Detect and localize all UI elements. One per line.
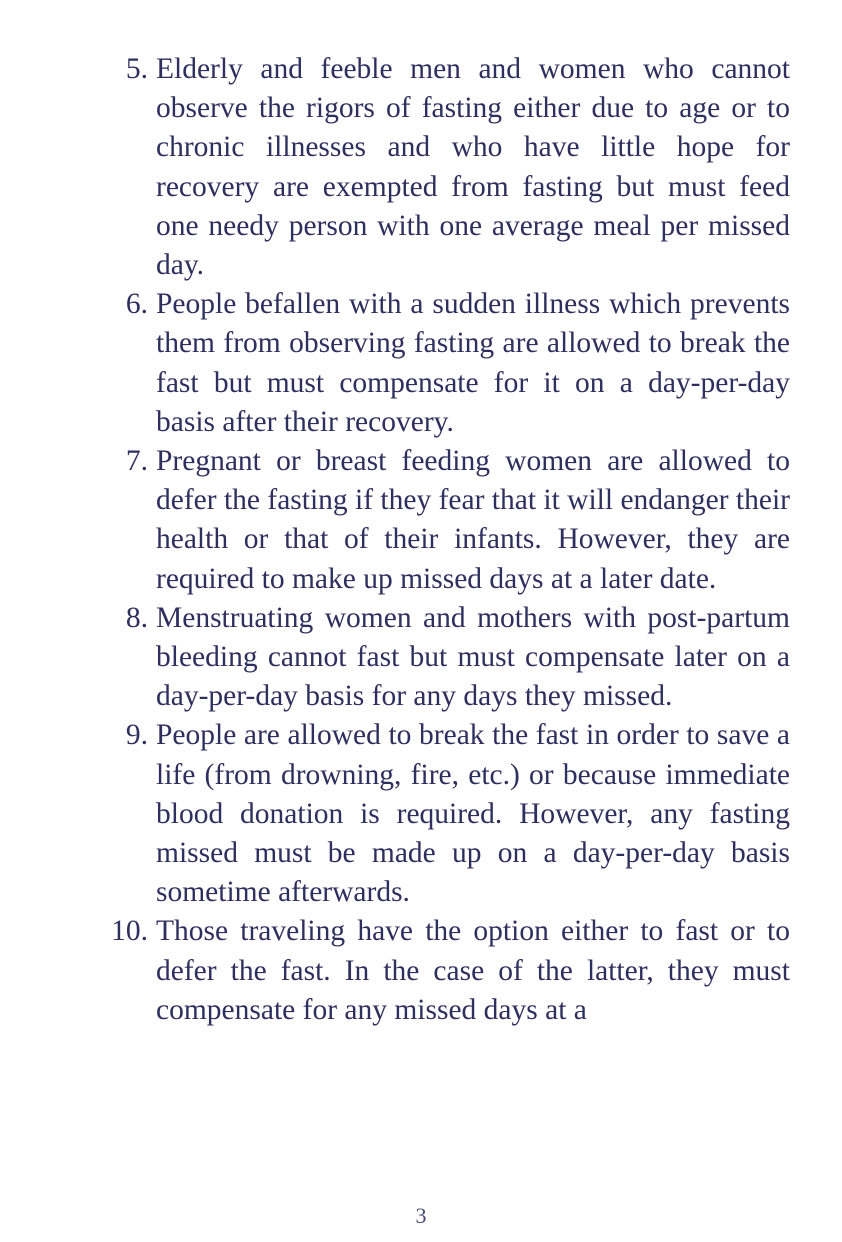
item-number: 9. [125, 719, 148, 752]
item-number: 5. [125, 53, 148, 85]
page-number: 3 [415, 1203, 427, 1228]
item-text: Elderly and feeble men and women who cannot observe the rigors of fasting either due to age or to chronic illnesses and who have little hope for recovery are exempted from fasting but must feed one needy person with one average meal per missed day. [156, 53, 790, 282]
item-text: Pregnant or breast feeding women are allowed to defer the fasting if they fear that it will endanger their health or that of their infants. However, they are required to make up missed days at a later date. [156, 445, 790, 595]
item-text: People befallen with a sudden illness which prevents them from observing fasting are allowed to break the fast but must compensate for it on a day-per-day basis after their recovery. [156, 288, 790, 438]
list-item [100, 442, 790, 599]
item-number: 8. [125, 601, 148, 634]
list-item [100, 599, 790, 717]
item-text: Those traveling have the option either to fast or to defer the fast. In the case of the latter, they must compensate for any missed days at a [156, 915, 790, 1026]
list-item [100, 285, 790, 442]
list-item [100, 912, 790, 1030]
item-text: Menstruating women and mothers with post-partum bleeding cannot fast but must compensate later on a day-per-day basis for any days they missed. [156, 601, 790, 713]
item-number: 7. [125, 445, 148, 478]
list-item [100, 716, 790, 912]
exemption-list [100, 50, 790, 1030]
item-number: 6. [125, 288, 148, 321]
item-number: 10. [111, 915, 148, 948]
item-text: People are allowed to break the fast in order to save a life (from drowning, fire, etc.) or because immediate blood donation is required. However, any fasting missed must be made up on a day-per-day basis sometime afterwards. [156, 719, 790, 909]
list-item [100, 50, 790, 285]
